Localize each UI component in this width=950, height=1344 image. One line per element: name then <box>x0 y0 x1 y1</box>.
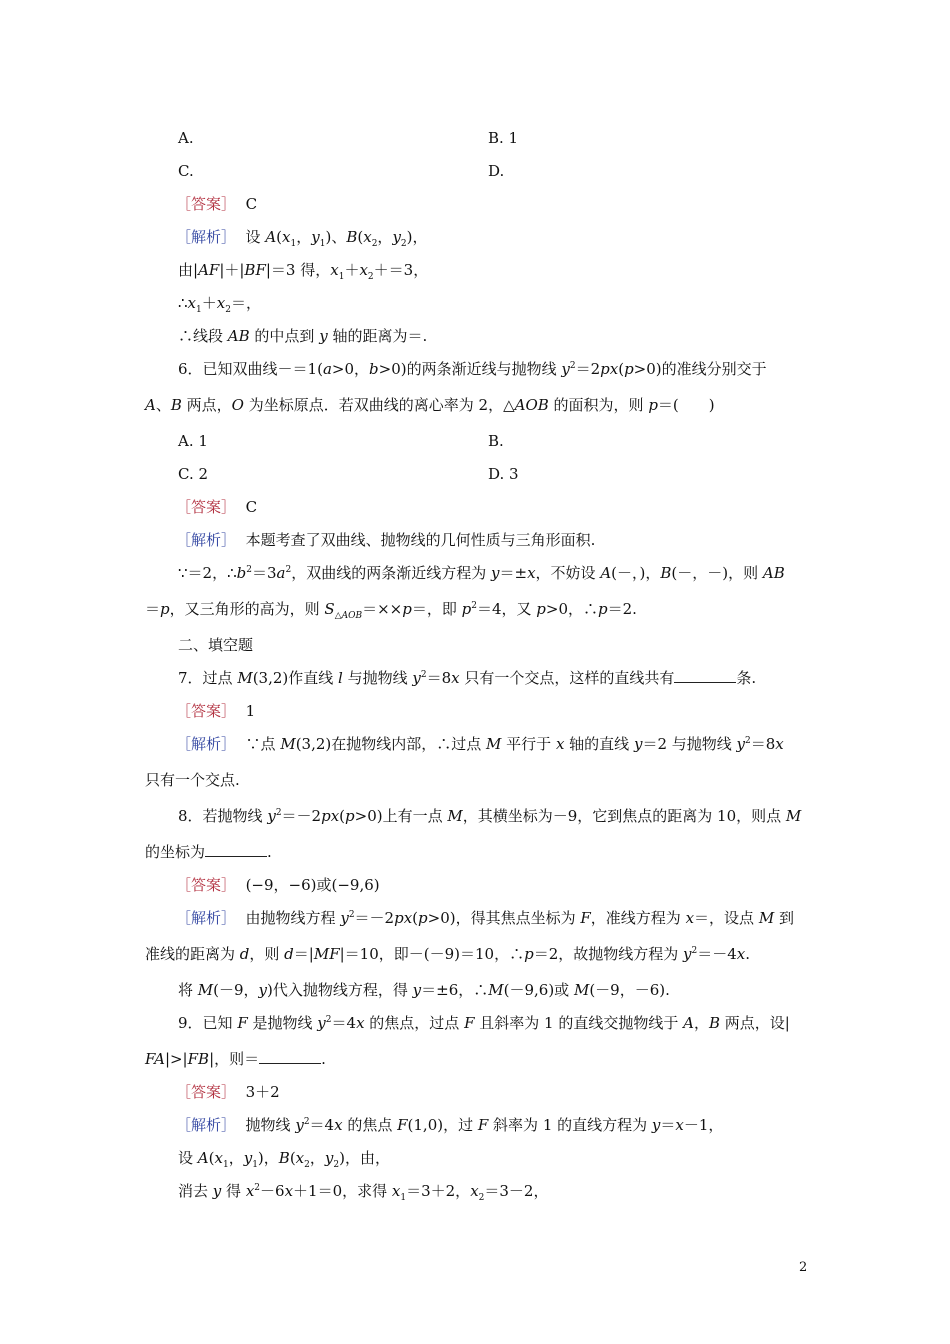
q5-option-c: C. <box>178 162 194 180</box>
q8-analysis-line-3: 将 M(－9，y)代入抛物线方程，得 y＝±6，∴M(－9,6)或 M(－9，－6). <box>178 981 670 999</box>
q9-blank <box>259 1049 321 1064</box>
q6-option-c: C. 2 <box>178 465 209 483</box>
answer-tag: ［答案］ <box>176 1083 237 1101</box>
q6-option-b: B. <box>488 432 504 450</box>
page-number: 2 <box>799 1260 808 1275</box>
q7-answer-line <box>176 701 255 721</box>
q5-analysis-line-3: $\therefore x_1+x_2=$， <box>178 294 261 315</box>
q7-analysis-line-1: ［解析］ ∵点 M(3,2)在抛物线内部，∴过点 M 平行于 x 轴的直线 y＝2 与抛物线 $y^2=8x$ <box>176 735 784 753</box>
q6-answer: C <box>245 498 258 516</box>
analysis-tag: ［解析］ <box>176 1116 237 1134</box>
q8-number: 8． <box>178 807 203 825</box>
q9-analysis-line-1: ［解析］ 抛物线 $y^2=4x$ 的焦点 F(1,0)，过 F 斜率为 1 的直线方程为 y＝x－1， <box>176 1116 724 1134</box>
q6-number: 6． <box>178 360 203 378</box>
q9-answer-line <box>176 1082 280 1102</box>
answer-tag: ［答案］ <box>176 702 237 720</box>
q9-stem-line-1: 9．已知 F 是抛物线 $y^2=4x$ 的焦点，过点 F 且斜率为 1 的直线交抛物线于 A，B 两点，设| <box>178 1014 790 1032</box>
section-title: 二、填空题 <box>178 636 254 654</box>
q7-answer: 1 <box>245 702 256 720</box>
q9-number: 9． <box>178 1014 203 1032</box>
q5-analysis-line-1: ［解析］ 设 $A(x_1$，$y_1$)、$B(x_2$，$y_2$)， <box>176 228 428 249</box>
q8-stem-line-2: 的坐标为 . <box>145 843 272 861</box>
q6-option-d: D. 3 <box>488 465 519 483</box>
q6-stem-line-2: A、B 两点，O 为坐标原点．若双曲线的离心率为 2，△AOB 的面积为，则 p＝( ) <box>145 396 715 414</box>
q6-analysis-text: 本题考查了双曲线、抛物线的几何性质与三角形面积. <box>245 531 596 549</box>
q9-analysis-line-3: 消去 y 得 $x^2-6x+1=0$，求得 $x_1=3+2$，$x_2=3-2$， <box>178 1182 549 1203</box>
analysis-tag: ［解析］ <box>176 735 237 753</box>
answer-tag: ［答案］ <box>176 498 237 516</box>
analysis-tag: ［解析］ <box>176 909 237 927</box>
answer-tag: ［答案］ <box>176 195 237 213</box>
q5-option-b: B. 1 <box>488 129 519 147</box>
q6-answer-line <box>176 497 257 517</box>
q7-blank <box>674 668 736 683</box>
q5-analysis-line-4: ∴线段 AB 的中点到 y 轴的距离为＝. <box>178 327 428 345</box>
q6-stem-line-1: 6．已知双曲线－＝1(a>0，b>0)的两条渐近线与抛物线 $y^2=2px(p>0)$的准线分别交于 <box>178 360 767 378</box>
q9-stem-line-2: FA|>|FB|，则＝ . <box>145 1050 326 1068</box>
q8-stem-line-1: 8．若抛物线 $y^2=-2px(p>0)$上有一点 M，其横坐标为－9，它到焦点的距离为 10，则点 M <box>178 807 802 825</box>
q5-answer-line <box>176 194 257 214</box>
q6-analysis-line-2: ∵＝2，$\therefore b^2=3a^2$，双曲线的两条渐近线方程为 y＝±x，不妨设 A(－，)，B(－，－)，则 AB <box>178 564 785 582</box>
q7-number: 7． <box>178 669 203 687</box>
q8-analysis-line-1: ［解析］ 由抛物线方程 $y^2=-2px(p>0)$，得其焦点坐标为 F，准线方程为 x＝，设点 M 到 <box>176 909 794 927</box>
q8-blank <box>205 842 267 857</box>
analysis-tag: ［解析］ <box>176 531 237 549</box>
q8-answer: (−9，−6)或(−9,6) <box>245 876 380 894</box>
q7-stem: 7．过点 M(3,2)作直线 l 与抛物线 $y^2=8x$ 只有一个交点，这样的直线共有 条. <box>178 669 757 687</box>
answer-tag: ［答案］ <box>176 876 237 894</box>
q6-analysis-line-1 <box>176 530 595 550</box>
q9-answer: 3＋2 <box>245 1083 280 1101</box>
q5-option-d: D. <box>488 162 505 180</box>
analysis-tag: ［解析］ <box>176 228 237 246</box>
q7-analysis-line-2: 只有一个交点. <box>145 771 240 789</box>
q8-answer-line <box>176 875 380 895</box>
q6-option-a: A. 1 <box>178 432 208 450</box>
q5-option-a: A. <box>178 129 194 147</box>
q8-analysis-line-2: 准线的距离为 d，则 d＝|MF|＝10，即－(－9)＝10，∴p＝2，故抛物线方程为 $y^2=-4x$. <box>145 945 751 963</box>
q5-analysis-line-2: 由|AF|＋|BF|＝3 得，$x_1+x_2+=3$， <box>178 261 429 282</box>
q5-answer: C <box>245 195 258 213</box>
q6-analysis-line-3: ＝p，又三角形的高为，则 $S_{\triangle AOB}=\times\times p=$，即 $p^2=4$，又 p>0，∴p＝2. <box>145 600 637 621</box>
q9-analysis-line-2: 设 $A(x_1$，$y_1$)，$B(x_2$，$y_2$)，由， <box>178 1149 390 1170</box>
